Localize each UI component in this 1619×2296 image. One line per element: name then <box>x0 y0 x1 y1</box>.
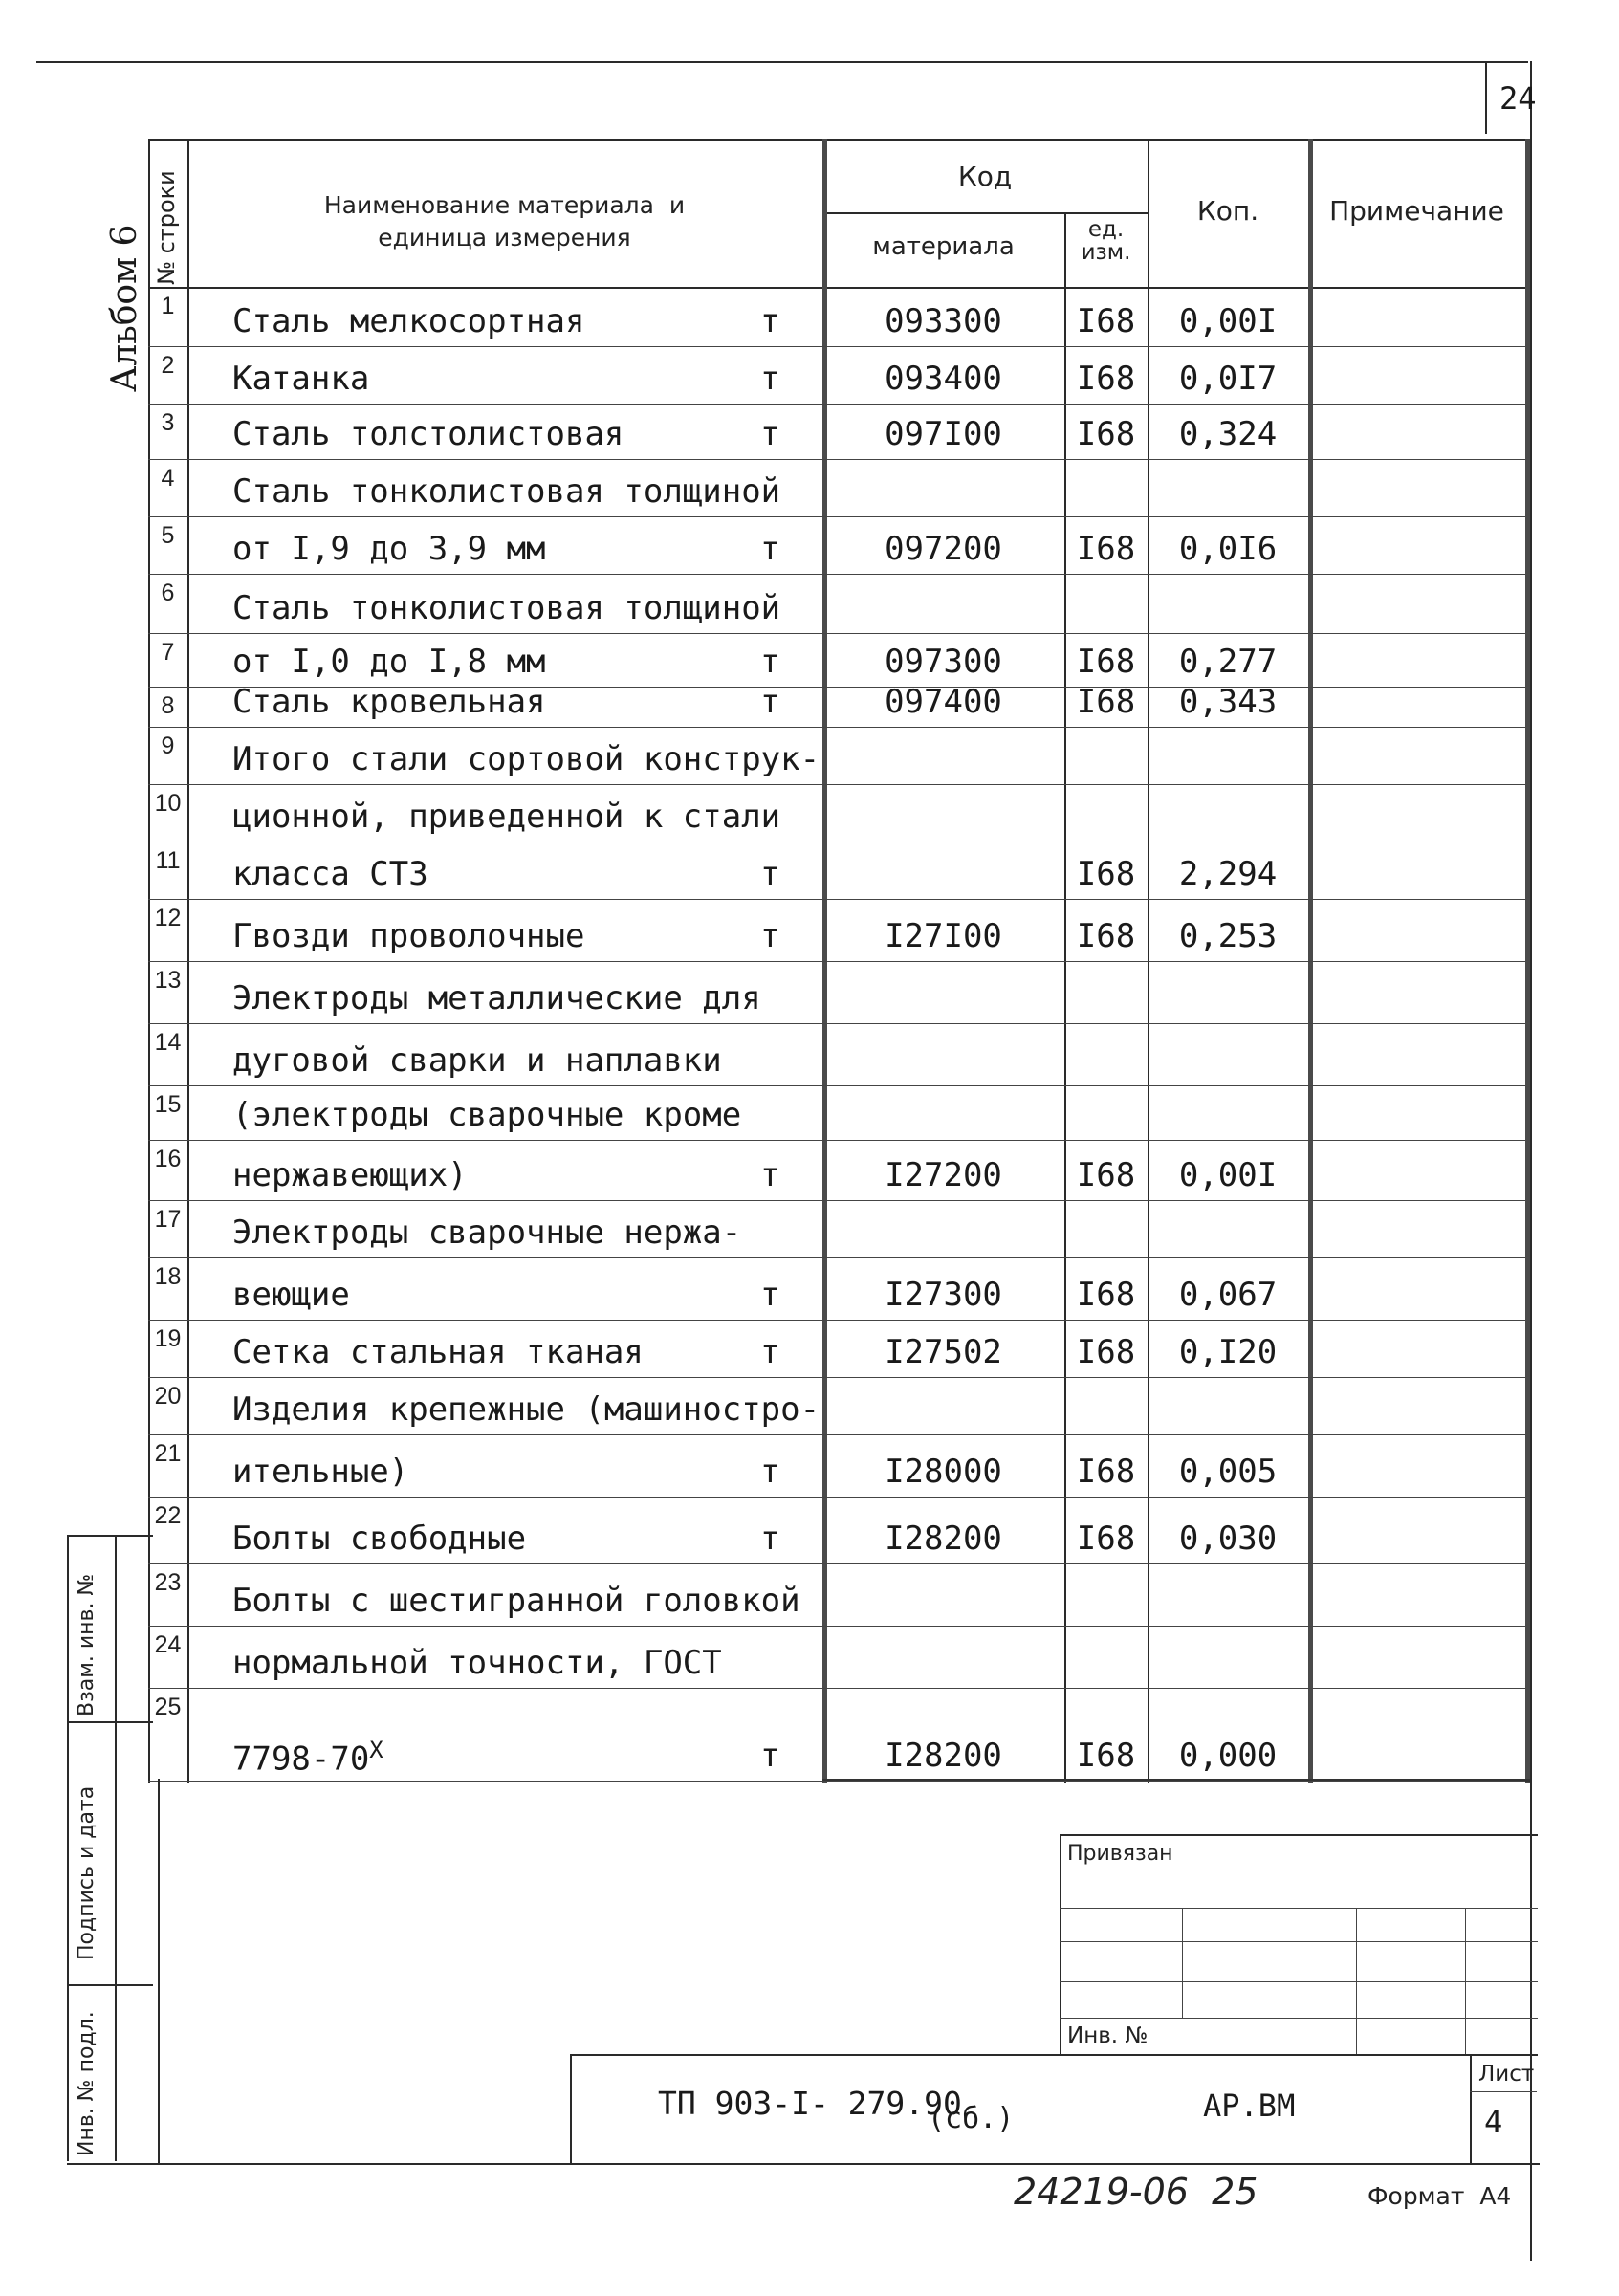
material-code: I28200 <box>885 1737 1002 1775</box>
table-row <box>148 346 1525 404</box>
table-row <box>148 633 1525 687</box>
material-name <box>232 740 820 778</box>
material-name-text: Болты свободные <box>232 1520 527 1558</box>
material-code: 093300 <box>885 302 1002 340</box>
table-row <box>148 727 1525 784</box>
material-name <box>232 1390 820 1429</box>
unit: т <box>760 360 780 398</box>
unit-code: I68 <box>1076 360 1136 398</box>
row-number: 11 <box>155 847 181 874</box>
unit: т <box>760 1453 780 1491</box>
row-number: 16 <box>154 1146 182 1172</box>
material-name-text: Итого стали сортовой конструк- <box>232 740 820 778</box>
table-row <box>148 1626 1525 1688</box>
unit-code: I68 <box>1076 855 1136 893</box>
table-row <box>148 1688 1525 1781</box>
material-name-text: дуговой сварки и наплавки <box>232 1041 722 1080</box>
row-number: 6 <box>161 579 175 606</box>
unit: т <box>760 415 780 453</box>
quantity: 0,0I6 <box>1178 530 1278 568</box>
unit: т <box>760 1737 780 1775</box>
table-row <box>148 404 1525 459</box>
material-name-text: Гвозди проволочные <box>232 917 585 955</box>
material-name <box>232 1041 722 1080</box>
material-name <box>232 472 780 511</box>
material-name-text: Болты с шестигранной головкой <box>232 1582 800 1620</box>
table-row <box>148 784 1525 842</box>
material-name-text: 7798-70 <box>232 1739 370 1779</box>
row-number: 9 <box>161 733 175 759</box>
row-number: 5 <box>161 522 175 549</box>
quantity: 0,324 <box>1178 415 1278 453</box>
unit-code: I68 <box>1076 1156 1136 1194</box>
quantity: 2,294 <box>1178 855 1278 893</box>
page-number: 24 <box>1499 80 1537 117</box>
quantity: 0,00I <box>1178 302 1278 340</box>
doc-mark: АР.ВМ <box>1203 2088 1296 2124</box>
header-qty: Коп. <box>1196 195 1259 227</box>
unit-code: I68 <box>1076 1333 1136 1371</box>
material-code: I27200 <box>885 1156 1002 1194</box>
unit: т <box>760 1333 780 1371</box>
table-row <box>148 1140 1525 1200</box>
unit: т <box>760 302 780 340</box>
table-row <box>148 574 1525 633</box>
header-name: Наименование материала и единица измерения <box>323 191 686 251</box>
table-row <box>148 899 1525 961</box>
quantity: 0,000 <box>1178 1737 1278 1775</box>
material-code: 097200 <box>885 530 1002 568</box>
handwritten-number: 24219-06 25 <box>1014 2171 1258 2213</box>
unit-code: I68 <box>1076 643 1136 681</box>
row-number: 10 <box>154 790 182 817</box>
material-name-text: Сталь тонколистовая толщиной <box>232 589 781 627</box>
table-row <box>148 1434 1525 1497</box>
album-label: Альбом 6 <box>105 224 144 392</box>
material-code: I28000 <box>885 1453 1002 1491</box>
material-name-text: веющие <box>232 1276 350 1314</box>
header-code: Код <box>957 161 1013 192</box>
unit: т <box>760 855 780 893</box>
header-unit-code: ед. изм. <box>1081 217 1131 265</box>
material-name-text: Сталь тонколистовая толщиной <box>232 472 781 511</box>
material-name-text: Катанка <box>232 360 370 398</box>
row-number: 25 <box>154 1694 182 1720</box>
table-row <box>148 459 1525 516</box>
row-number: 13 <box>154 967 182 994</box>
quantity: 0,277 <box>1178 643 1278 681</box>
stamp-privyazan: Привязан <box>1067 1842 1173 1866</box>
unit: т <box>760 1520 780 1558</box>
material-name <box>232 302 584 340</box>
material-name-text: Изделия крепежные (машиностро- <box>232 1390 820 1429</box>
stamp-podpis: Подпись и дата <box>75 1785 98 1960</box>
row-number: 19 <box>154 1325 182 1352</box>
row-number: 3 <box>161 409 175 436</box>
row-number: 1 <box>161 293 175 319</box>
material-name <box>232 589 780 627</box>
material-name <box>232 855 428 893</box>
table-row <box>148 1377 1525 1434</box>
unit-code: I68 <box>1076 683 1136 721</box>
unit-code: I68 <box>1076 302 1136 340</box>
row-divider <box>148 1781 1525 1782</box>
unit-code: I68 <box>1076 1276 1136 1314</box>
material-name <box>232 1276 350 1314</box>
material-name-text: класса СТ3 <box>232 855 428 893</box>
table-row <box>148 516 1525 574</box>
material-name-text: ительные) <box>232 1453 409 1491</box>
material-name-text: нормальной точности, ГОСТ <box>232 1644 722 1682</box>
quantity: 0,253 <box>1178 917 1278 955</box>
stamp-inv-podl: Инв. № подл. <box>75 2011 98 2156</box>
table-row <box>148 1257 1525 1320</box>
row-number: 15 <box>154 1091 182 1118</box>
row-number: 7 <box>161 639 175 666</box>
quantity: 0,I20 <box>1178 1333 1278 1371</box>
unit: т <box>760 917 780 955</box>
material-name <box>232 683 546 721</box>
quantity: 0,067 <box>1178 1276 1278 1314</box>
table-row <box>148 683 1525 727</box>
material-name <box>232 1453 408 1491</box>
material-code: I27502 <box>885 1333 1002 1371</box>
material-name <box>232 1214 741 1252</box>
material-name-text: от I,0 до I,8 мм <box>232 643 546 681</box>
row-number: 21 <box>154 1440 182 1467</box>
material-name-text: Сетка стальная тканая <box>232 1333 644 1371</box>
material-name <box>232 917 584 955</box>
unit-code: I68 <box>1076 1453 1136 1491</box>
table-row <box>148 961 1525 1023</box>
table-row <box>148 1563 1525 1626</box>
material-name-text: Сталь кровельная <box>232 683 546 721</box>
table-row <box>148 1320 1525 1377</box>
quantity: 0,005 <box>1178 1453 1278 1491</box>
material-name-text: ционной, приведенной к стали <box>232 798 781 836</box>
material-name-text: нержавеющих) <box>232 1156 468 1194</box>
material-name <box>232 1644 722 1682</box>
quantity: 0,030 <box>1178 1520 1278 1558</box>
table-row <box>148 1497 1525 1563</box>
material-name <box>232 1582 800 1620</box>
material-name <box>232 1156 468 1194</box>
doc-code: ТП 903-I- 279.90 <box>658 2085 962 2122</box>
unit-code: I68 <box>1076 1737 1136 1775</box>
row-number: 23 <box>154 1569 182 1596</box>
material-name <box>232 530 546 568</box>
material-code: 097400 <box>885 683 1002 721</box>
unit-code: I68 <box>1076 1520 1136 1558</box>
table-row <box>148 287 1525 346</box>
row-number: 22 <box>154 1502 182 1529</box>
unit: т <box>760 1156 780 1194</box>
sheet-label: Лист <box>1478 2062 1535 2087</box>
format-label: Формат А4 <box>1367 2182 1512 2210</box>
header-note: Примечание <box>1329 195 1504 227</box>
unit-code: I68 <box>1076 530 1136 568</box>
table-row <box>148 842 1525 899</box>
material-code: I28200 <box>885 1520 1002 1558</box>
header-material-code: материала <box>872 232 1015 261</box>
unit-code: I68 <box>1076 917 1136 955</box>
material-code: 097300 <box>885 643 1002 681</box>
material-name <box>232 1333 644 1371</box>
material-name <box>232 979 761 1017</box>
row-number: 12 <box>154 905 182 931</box>
table-row <box>148 1200 1525 1257</box>
material-code: 093400 <box>885 360 1002 398</box>
material-name-text: Сталь толстолистовая <box>232 415 624 453</box>
unit: т <box>760 683 780 721</box>
material-name <box>232 415 624 453</box>
stamp-inv-no: Инв. № <box>1067 2023 1149 2048</box>
material-name <box>232 1737 383 1778</box>
material-name-text: Электроды сварочные нержа- <box>232 1214 742 1252</box>
row-number: 4 <box>161 465 175 492</box>
doc-sub: (сб.) <box>928 2102 1015 2135</box>
table-row <box>148 1085 1525 1140</box>
sheet-number: 4 <box>1484 2104 1503 2140</box>
material-code: I27I00 <box>885 917 1002 955</box>
material-name-sup: Х <box>369 1737 383 1763</box>
unit: т <box>760 643 780 681</box>
material-code: I27300 <box>885 1276 1002 1314</box>
quantity: 0,00I <box>1178 1156 1278 1194</box>
material-code: 097I00 <box>885 415 1002 453</box>
row-number: 18 <box>154 1263 182 1290</box>
material-name-text: (электроды сварочные кроме <box>232 1096 742 1134</box>
unit-code: I68 <box>1076 415 1136 453</box>
row-number: 20 <box>154 1383 182 1410</box>
header-row-no: № строки <box>153 170 180 285</box>
stamp-vzam: Взам. инв. № <box>75 1573 98 1717</box>
material-name-text: Электроды металлические для <box>232 979 761 1017</box>
row-number: 14 <box>154 1029 182 1056</box>
material-name <box>232 798 780 836</box>
material-name <box>232 1096 741 1134</box>
unit: т <box>760 530 780 568</box>
material-name <box>232 643 546 681</box>
quantity: 0,0I7 <box>1178 360 1278 398</box>
material-name <box>232 360 369 398</box>
quantity: 0,343 <box>1178 683 1278 721</box>
material-name-text: от I,9 до 3,9 мм <box>232 530 546 568</box>
material-name-text: Сталь мелкосортная <box>232 302 585 340</box>
table-row <box>148 1023 1525 1085</box>
material-name <box>232 1520 526 1558</box>
row-number: 17 <box>154 1206 182 1233</box>
row-number: 2 <box>161 352 175 379</box>
row-number: 8 <box>161 692 175 719</box>
unit: т <box>760 1276 780 1314</box>
row-number: 24 <box>154 1631 182 1658</box>
